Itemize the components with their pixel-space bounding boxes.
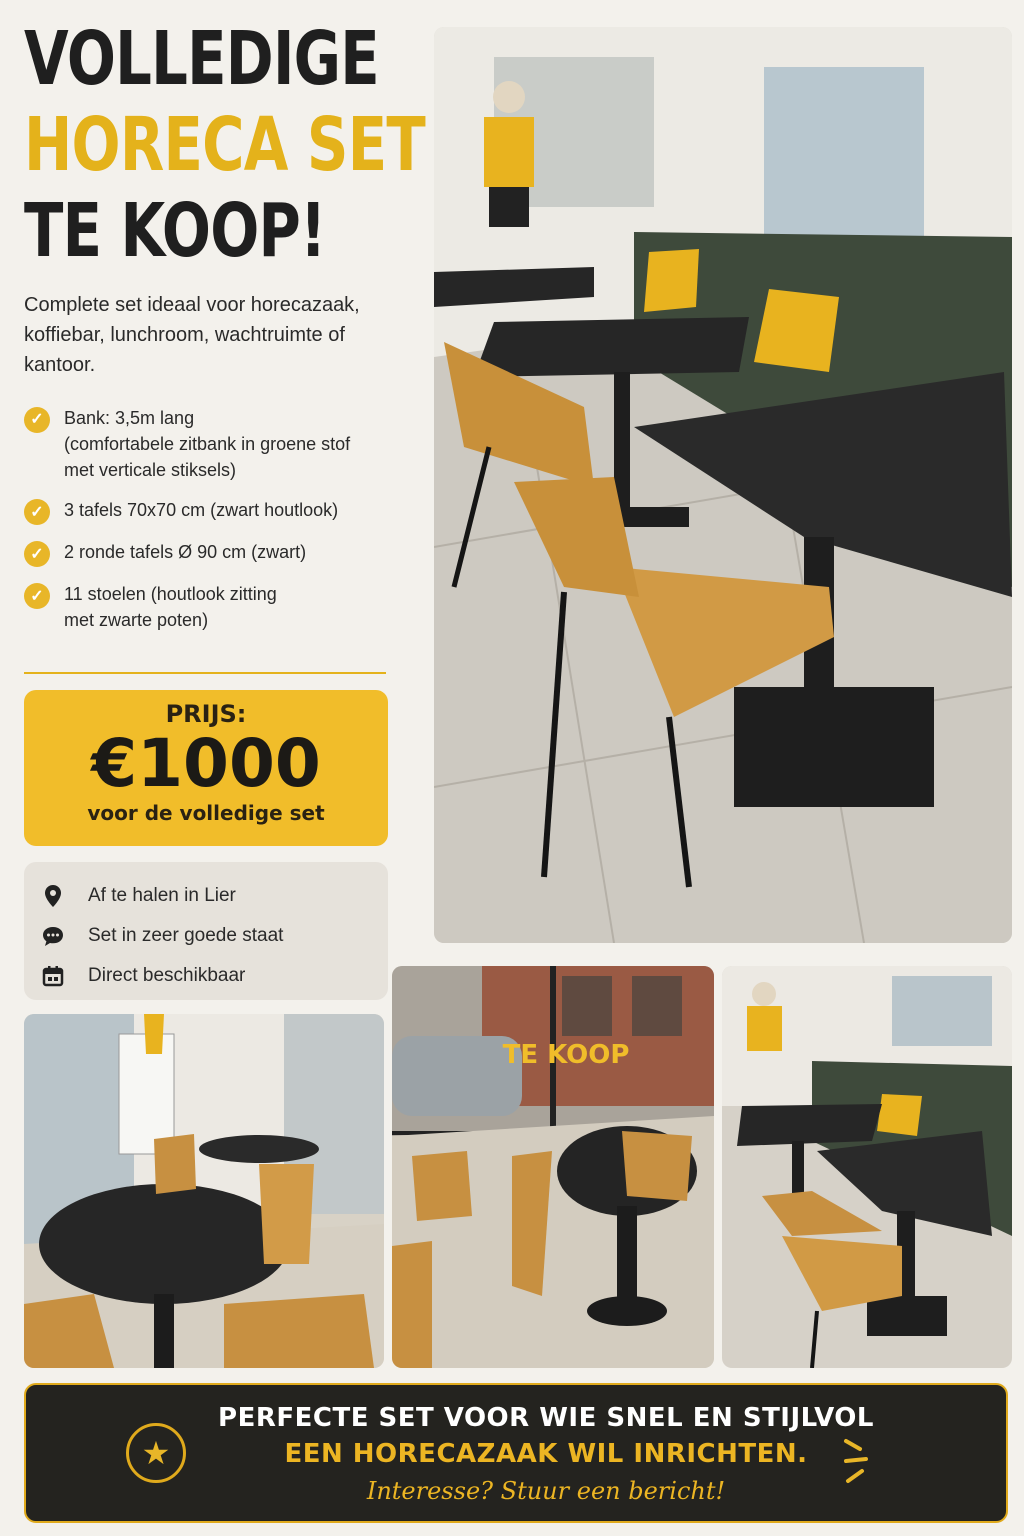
- price-box: [24, 690, 388, 846]
- checkmark-icon: ✓: [24, 407, 50, 433]
- title-line-2: HORECA SET: [24, 102, 425, 188]
- sparkle-lines-icon: [838, 1429, 898, 1489]
- price-label: PRIJS:: [165, 700, 247, 728]
- info-row-location: [40, 876, 372, 916]
- main-photo-image: [434, 27, 1012, 943]
- info-row-condition: [40, 916, 372, 956]
- info-location-text: Af te halen in Lier: [88, 885, 236, 906]
- feature-text: 2 ronde tafels Ø 90 cm (zwart): [64, 542, 307, 563]
- window-sign-text: TE KOOP: [502, 1040, 630, 1070]
- feature-item: [24, 405, 404, 483]
- price-value: €1000: [91, 725, 321, 802]
- intro-text: Complete set ideaal voor horecazaak, koffiebar, lunchroom, wachtruimte of kantoor.: [24, 294, 360, 376]
- photo-round-table-image: [24, 1014, 384, 1368]
- checkmark-icon: ✓: [24, 499, 50, 525]
- photo-window: [392, 966, 714, 1368]
- main-photo: [434, 27, 1012, 943]
- info-box: [24, 862, 388, 1000]
- banner-line-2: EEN HORECAZAAK WIL INRICHTEN.: [284, 1439, 808, 1469]
- banner-line-3: Interesse? Stuur een bericht!: [366, 1477, 726, 1505]
- info-condition-text: Set in zeer goede staat: [88, 925, 284, 946]
- photo-bench-image: [722, 966, 1012, 1368]
- feature-text: 3 tafels 70x70 cm (zwart houtlook): [64, 500, 339, 521]
- cta-banner: [24, 1383, 1008, 1523]
- chat-bubble-icon: [40, 923, 66, 949]
- star-icon: ★: [126, 1423, 186, 1483]
- feature-item: [24, 497, 404, 525]
- photo-bench: [722, 966, 1012, 1368]
- info-availability-text: Direct beschikbaar: [88, 965, 246, 986]
- feature-text: Bank: 3,5m lang (comfortabele zitbank in groene stof met verticale stiksels): [64, 408, 351, 481]
- feature-list: [24, 405, 404, 647]
- location-pin-icon: [40, 883, 66, 909]
- banner-line-1: PERFECTE SET VOOR WIE SNEL EN STIJLVOL: [218, 1403, 874, 1433]
- calendar-icon: [40, 963, 66, 989]
- feature-item: [24, 539, 404, 567]
- title-line-1: VOLLEDIGE: [24, 16, 379, 102]
- photo-round-table: [24, 1014, 384, 1368]
- page-title: [24, 16, 425, 280]
- feature-item: [24, 581, 404, 633]
- checkmark-icon: ✓: [24, 583, 50, 609]
- divider: [24, 672, 386, 674]
- checkmark-icon: ✓: [24, 541, 50, 567]
- feature-text: 11 stoelen (houtlook zitting met zwarte poten): [64, 584, 277, 631]
- price-subtext: voor de volledige set: [87, 800, 325, 825]
- title-line-3: TE KOOP!: [24, 188, 326, 274]
- photo-window-image: [392, 966, 714, 1368]
- info-row-availability: [40, 956, 372, 996]
